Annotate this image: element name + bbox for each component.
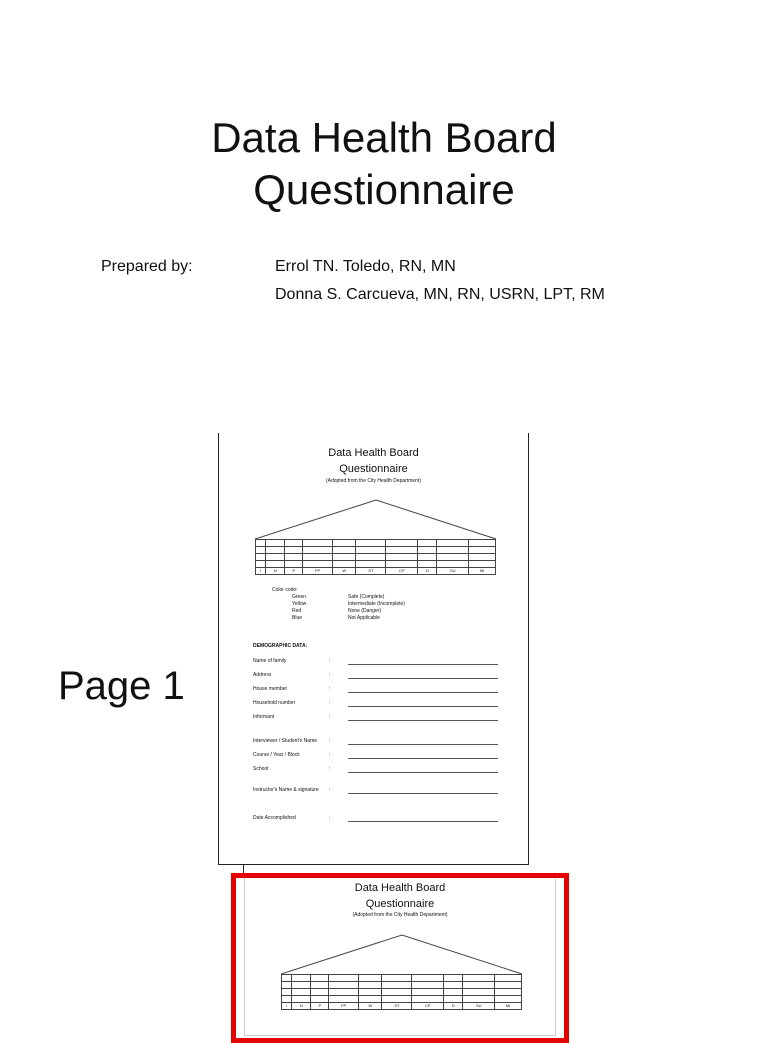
doc1-grid-cell — [469, 554, 496, 561]
prepared-by-label: Prepared by: — [101, 258, 193, 275]
doc1-grid-cell — [333, 547, 356, 554]
doc1-grid-cell — [333, 540, 356, 547]
field-label: Course / Year / Block — [253, 752, 300, 758]
demographic-field-row — [253, 752, 499, 760]
house-roof-diagram — [255, 499, 497, 541]
doc1-grid-cell — [303, 540, 333, 547]
doc2-grid-header-cell: P — [311, 1003, 329, 1010]
doc1-grid-cell — [266, 540, 285, 547]
field-blank-line — [348, 706, 498, 707]
field-colon: : — [329, 738, 331, 744]
doc2-grid-header-cell: W — [359, 1003, 382, 1010]
doc2-grid-header-cell: CP — [412, 1003, 444, 1010]
doc1-grid-cell — [356, 554, 386, 561]
doc1-grid-row — [256, 554, 496, 561]
doc1-grid-cell — [469, 547, 496, 554]
field-label: Household number — [253, 700, 296, 706]
doc1-grid-header-cell: MI — [469, 568, 496, 575]
field-blank-line — [348, 772, 498, 773]
field-colon: : — [329, 752, 331, 758]
field-blank-line — [348, 744, 498, 745]
doc2-grid-header-cell: I — [282, 1003, 292, 1010]
doc1-grid-cell — [418, 554, 437, 561]
doc1-grid-cell — [469, 540, 496, 547]
doc1-grid-cell — [386, 540, 418, 547]
doc1-grid-cell — [356, 540, 386, 547]
field-blank-line — [348, 793, 498, 794]
field-label: School: — [253, 766, 270, 772]
page-label: Page 1 — [58, 664, 185, 708]
doc1-grid-cell — [285, 561, 303, 568]
doc2-grid-header-cell: SU — [463, 1003, 495, 1010]
doc1-grid-header-cell: CP — [386, 568, 418, 575]
field-colon: : — [329, 714, 331, 720]
demographic-field-row — [253, 766, 499, 774]
doc-title-line1: Data Health Board — [328, 447, 419, 459]
doc1-grid-cell — [285, 547, 303, 554]
field-blank-line — [348, 821, 498, 822]
doc1-grid-header-cell: ST — [356, 568, 386, 575]
doc1-grid-row — [256, 547, 496, 554]
doc-subtitle: (Adopted from the City Health Department) — [325, 478, 422, 484]
doc1-grid-cell — [266, 561, 285, 568]
doc1-grid-cell — [303, 554, 333, 561]
field-colon: : — [329, 686, 331, 692]
doc1-grid-cell — [256, 540, 266, 547]
field-colon: : — [329, 815, 331, 821]
field-label: Address — [253, 672, 272, 678]
demographic-title: DEMOGRAPHIC DATA: — [253, 643, 308, 649]
field-colon: : — [329, 700, 331, 706]
doc1-grid-header-cell: N — [266, 568, 285, 575]
color-code-color: Green — [292, 594, 306, 600]
doc2-title-line1: Data Health Board — [354, 882, 446, 894]
demographic-field-row — [253, 672, 499, 680]
doc1-grid-cell — [266, 554, 285, 561]
doc1-grid-row — [256, 540, 496, 547]
field-blank-line — [348, 664, 498, 665]
field-blank-line — [348, 692, 498, 693]
field-colon: : — [329, 766, 331, 772]
color-code-meaning: Not Applicable — [348, 615, 380, 621]
field-label: Informant — [253, 714, 275, 720]
demographic-field-row — [253, 815, 499, 823]
doc1-grid-cell — [386, 554, 418, 561]
color-code-color: Yellow — [292, 601, 307, 607]
doc1-grid-cell — [303, 561, 333, 568]
document-page-preview — [218, 433, 529, 865]
color-code-meaning: Safe (Complete) — [348, 594, 385, 600]
doc2-grid-header-cell: D — [444, 1003, 463, 1010]
field-label: House member — [253, 686, 288, 692]
field-colon: : — [329, 787, 331, 793]
doc1-grid-cell — [437, 561, 469, 568]
doc1-grid-cell — [386, 561, 418, 568]
author-2: Donna S. Carcueva, MN, RN, USRN, LPT, RM — [275, 286, 605, 303]
doc1-grid-cell — [469, 561, 496, 568]
doc1-grid-header-cell: D — [418, 568, 437, 575]
doc1-grid-cell — [437, 554, 469, 561]
doc1-grid-cell — [256, 561, 266, 568]
slide-title-line2: Questionnaire — [253, 166, 515, 213]
demographic-field-row — [253, 700, 499, 708]
field-label: Date Accomplished — [253, 815, 296, 821]
field-colon: : — [329, 672, 331, 678]
highlight-frame — [231, 873, 569, 1043]
field-blank-line — [348, 678, 498, 679]
health-grid-table — [255, 539, 496, 575]
doc2-grid-header-cell: MI — [495, 1003, 522, 1010]
doc2-title-line2: Questionnaire — [365, 898, 435, 910]
doc1-grid-cell — [303, 547, 333, 554]
doc2-grid-header-cell: N — [292, 1003, 311, 1010]
color-code-color: Red — [292, 608, 302, 614]
demographic-field-row — [253, 787, 499, 795]
color-code-title: Color code: — [272, 587, 298, 593]
doc1-grid-cell — [256, 547, 266, 554]
field-blank-line — [348, 758, 498, 759]
doc1-grid-cell — [356, 547, 386, 554]
slide-title — [0, 112, 768, 216]
doc1-grid-header-row — [256, 568, 496, 575]
doc1-grid-cell — [266, 547, 285, 554]
doc1-grid-cell — [256, 554, 266, 561]
color-code-color: Blue — [292, 615, 303, 621]
slide-title-line1: Data Health Board — [211, 114, 557, 161]
doc1-grid-cell — [333, 561, 356, 568]
color-code-meaning: None (Danger) — [348, 608, 382, 614]
doc1-grid-cell — [437, 540, 469, 547]
doc1-grid-cell — [418, 547, 437, 554]
doc2-grid-header-cell: ST — [382, 1003, 412, 1010]
doc1-grid-cell — [437, 547, 469, 554]
doc1-grid-header-cell: SU — [437, 568, 469, 575]
field-blank-line — [348, 720, 498, 721]
author-1: Errol TN. Toledo, RN, MN — [275, 258, 456, 275]
doc1-grid-row — [256, 561, 496, 568]
field-label: Instructor's Name & signature — [253, 787, 319, 793]
field-label: Interviewer / Student's Name — [253, 738, 318, 744]
doc2-grid-header-cell: FP — [329, 1003, 359, 1010]
doc1-grid-cell — [333, 554, 356, 561]
doc1-grid-cell — [285, 554, 303, 561]
doc1-grid-header-cell: W — [333, 568, 356, 575]
doc-title-line2: Questionnaire — [339, 463, 408, 475]
demographic-field-row — [253, 686, 499, 694]
doc1-grid-cell — [386, 547, 418, 554]
demographic-field-row — [253, 658, 499, 666]
doc1-grid-cell — [418, 561, 437, 568]
field-colon: : — [329, 658, 331, 664]
doc1-grid-cell — [356, 561, 386, 568]
doc1-grid-header-cell: FP — [303, 568, 333, 575]
color-code-meaning: Intermediate (Incomplete) — [348, 601, 405, 607]
doc1-grid-cell — [285, 540, 303, 547]
doc1-grid-header-cell: P — [285, 568, 303, 575]
demographic-field-row — [253, 714, 499, 722]
doc2-subtitle: (Adopted from the City Health Department) — [352, 912, 448, 918]
doc1-grid-cell — [418, 540, 437, 547]
field-label: Name of family — [253, 658, 287, 664]
doc1-grid-header-cell: I — [256, 568, 266, 575]
demographic-field-row — [253, 738, 499, 746]
